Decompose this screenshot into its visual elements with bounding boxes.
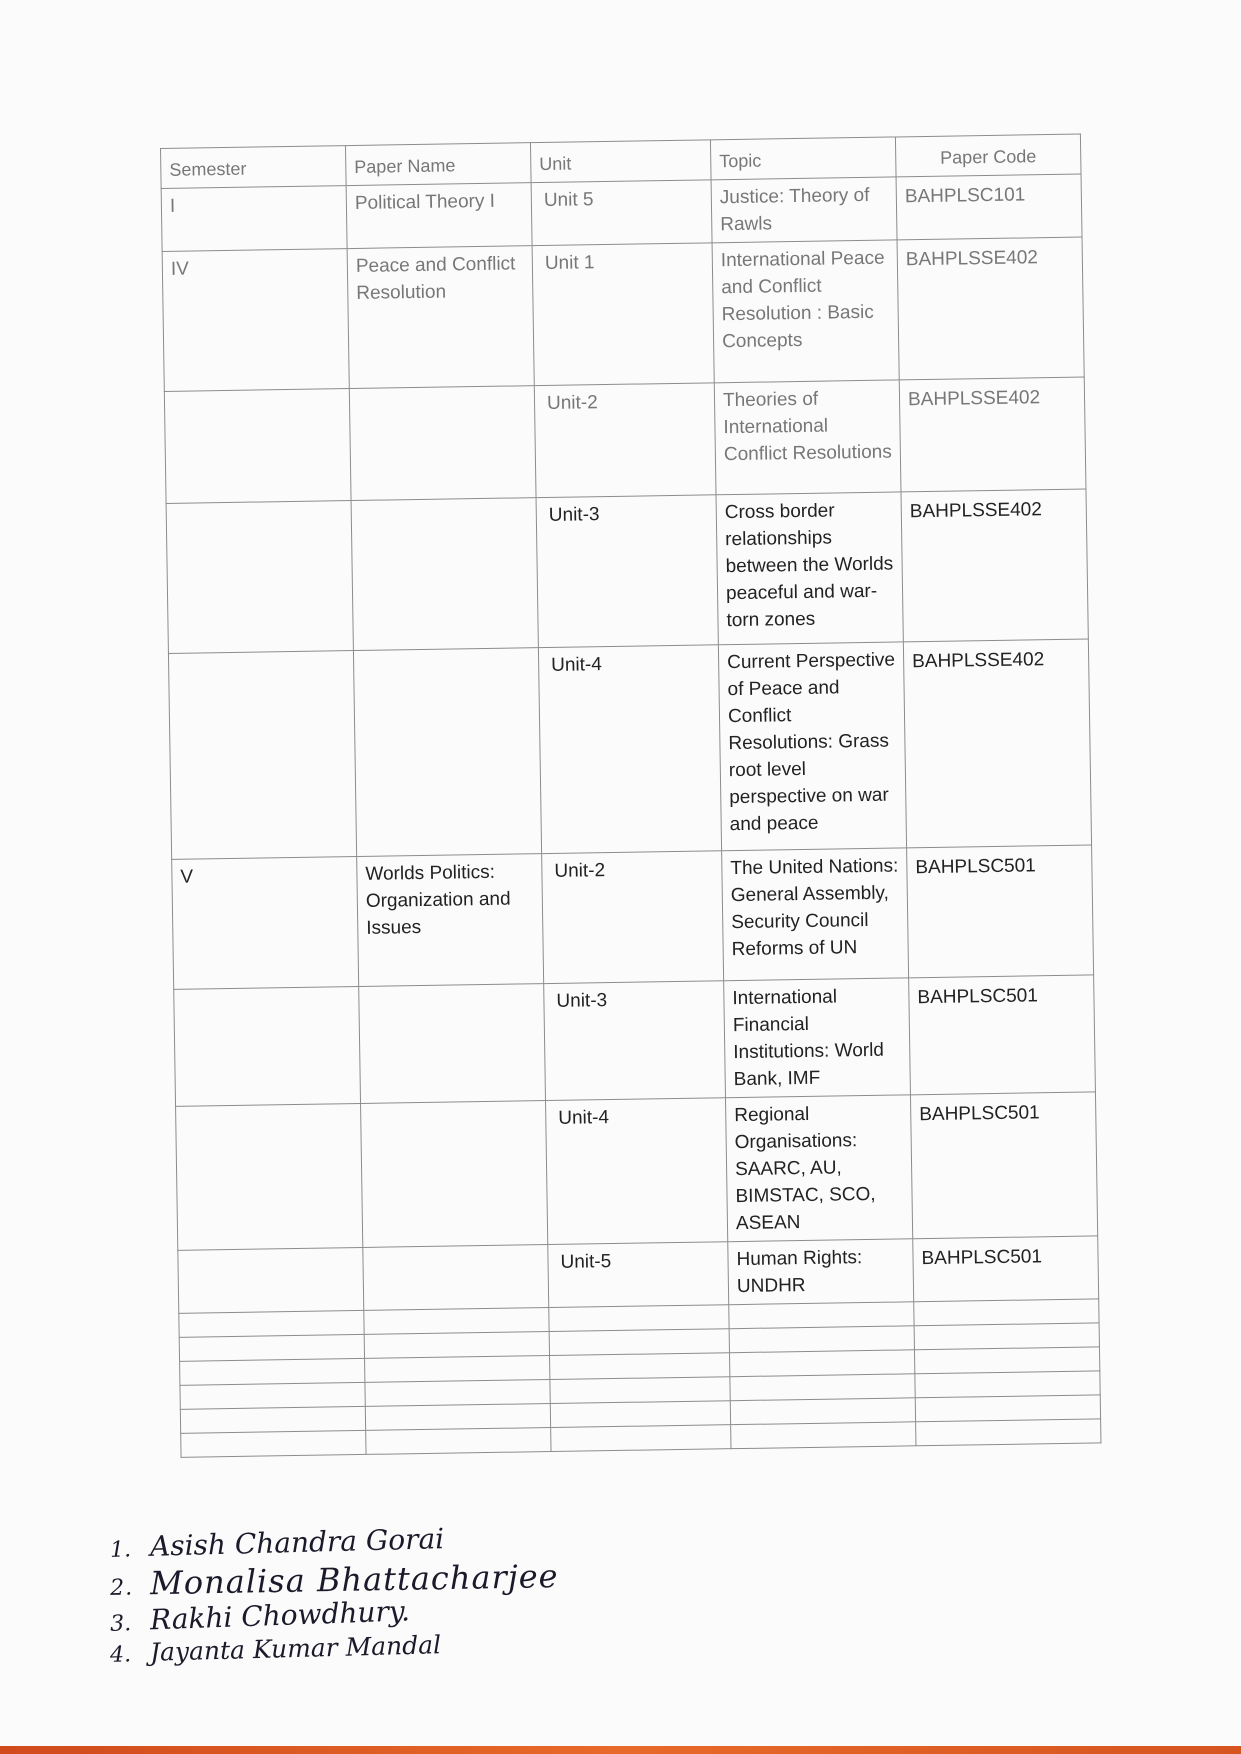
cell-unit: Unit-2 (542, 851, 724, 984)
header-paper-code: Paper Code (895, 134, 1081, 177)
cell-topic: Justice: Theory of Rawls (711, 177, 897, 243)
cell-unit: Unit-3 (536, 495, 718, 648)
cell-unit: Unit-2 (534, 383, 716, 498)
cell-topic: Current Perspective of Peace and Conflict Resolutions: Grass root level perspective on war and peace (718, 642, 906, 851)
cell-semester (168, 651, 356, 860)
cell-unit: Unit-3 (544, 981, 726, 1101)
cell-paper-name: Peace and Conflict Resolution (347, 246, 534, 389)
signature-name: Rakhi Chowdhury. (149, 1594, 411, 1637)
cell-semester: I (161, 186, 347, 252)
signature-list (109, 1522, 559, 1669)
cell-paper-name (349, 386, 536, 501)
cell-topic: International Peace and Conflict Resolution : Basic Concepts (712, 240, 899, 383)
cell-paper-code: BAHPLSSE402 (897, 237, 1084, 380)
cell-paper-code: BAHPLSC101 (896, 174, 1082, 240)
cell-unit: Unit 5 (531, 180, 712, 246)
table-row (172, 845, 1094, 989)
cell-paper-name (353, 648, 541, 857)
cell-topic: Human Rights: UNDHR (728, 1239, 914, 1305)
cell-topic: Cross border relationships between the Worlds peaceful and war-torn zones (716, 492, 903, 645)
bottom-edge-strip (0, 1746, 1241, 1754)
cell-paper-name (363, 1245, 549, 1311)
signature-number: 1. (109, 1537, 132, 1563)
cell-paper-name (351, 498, 538, 651)
header-unit: Unit (530, 140, 711, 183)
cell-topic: International Financial Institutions: World Bank, IMF (724, 978, 911, 1098)
signature-number: 2. (109, 1575, 134, 1601)
signature-name: Monalisa Bhattacharjee (149, 1557, 559, 1603)
table-row (176, 1092, 1098, 1250)
cell-semester: V (172, 856, 359, 989)
cell-unit: Unit-5 (548, 1242, 729, 1308)
cell-paper-code: BAHPLSC501 (913, 1236, 1099, 1302)
cell-paper-code: BAHPLSSE402 (899, 377, 1086, 492)
header-semester: Semester (161, 146, 347, 189)
cell-unit: Unit-4 (546, 1098, 728, 1245)
cell-semester (176, 1103, 363, 1250)
signature-name: Jayanta Kumar Mandal (149, 1630, 442, 1667)
table-row (166, 489, 1088, 653)
table-row (168, 639, 1091, 859)
syllabus-table (160, 134, 1101, 1458)
cell-paper-code: BAHPLSC501 (910, 1092, 1097, 1239)
table-row (162, 237, 1084, 391)
cell-paper-name: Worlds Politics: Organization and Issues (357, 854, 544, 987)
cell-paper-code: BAHPLSC501 (907, 845, 1094, 978)
signature-name: Asish Chandra Gorai (149, 1522, 445, 1563)
cell-semester (164, 389, 351, 504)
cell-semester (174, 986, 361, 1106)
cell-semester (178, 1247, 364, 1313)
signature-number: 4. (109, 1642, 132, 1668)
cell-paper-name (359, 984, 546, 1104)
cell-unit: Unit 1 (532, 243, 714, 386)
cell-paper-name: Political Theory I (346, 183, 532, 249)
table-row (164, 377, 1086, 503)
cell-unit: Unit-4 (538, 645, 721, 854)
cell-paper-name (361, 1101, 548, 1248)
cell-topic: Regional Organisations: SAARC, AU, BIMSTAC, SCO, ASEAN (725, 1095, 912, 1242)
cell-topic: The United Nations: General Assembly, Security Council Reforms of UN (722, 848, 909, 981)
cell-paper-code: BAHPLSSE402 (901, 489, 1088, 642)
signature-number: 3. (109, 1611, 132, 1637)
table-row (174, 975, 1096, 1106)
syllabus-table-container (160, 134, 1100, 1458)
cell-paper-code: BAHPLSC501 (909, 975, 1096, 1095)
header-paper-name: Paper Name (345, 143, 531, 186)
cell-topic: Theories of International Conflict Resolutions (714, 380, 901, 495)
header-topic: Topic (710, 137, 896, 180)
cell-semester: IV (162, 249, 349, 392)
cell-semester (166, 501, 353, 654)
cell-paper-code: BAHPLSSE402 (903, 639, 1091, 848)
